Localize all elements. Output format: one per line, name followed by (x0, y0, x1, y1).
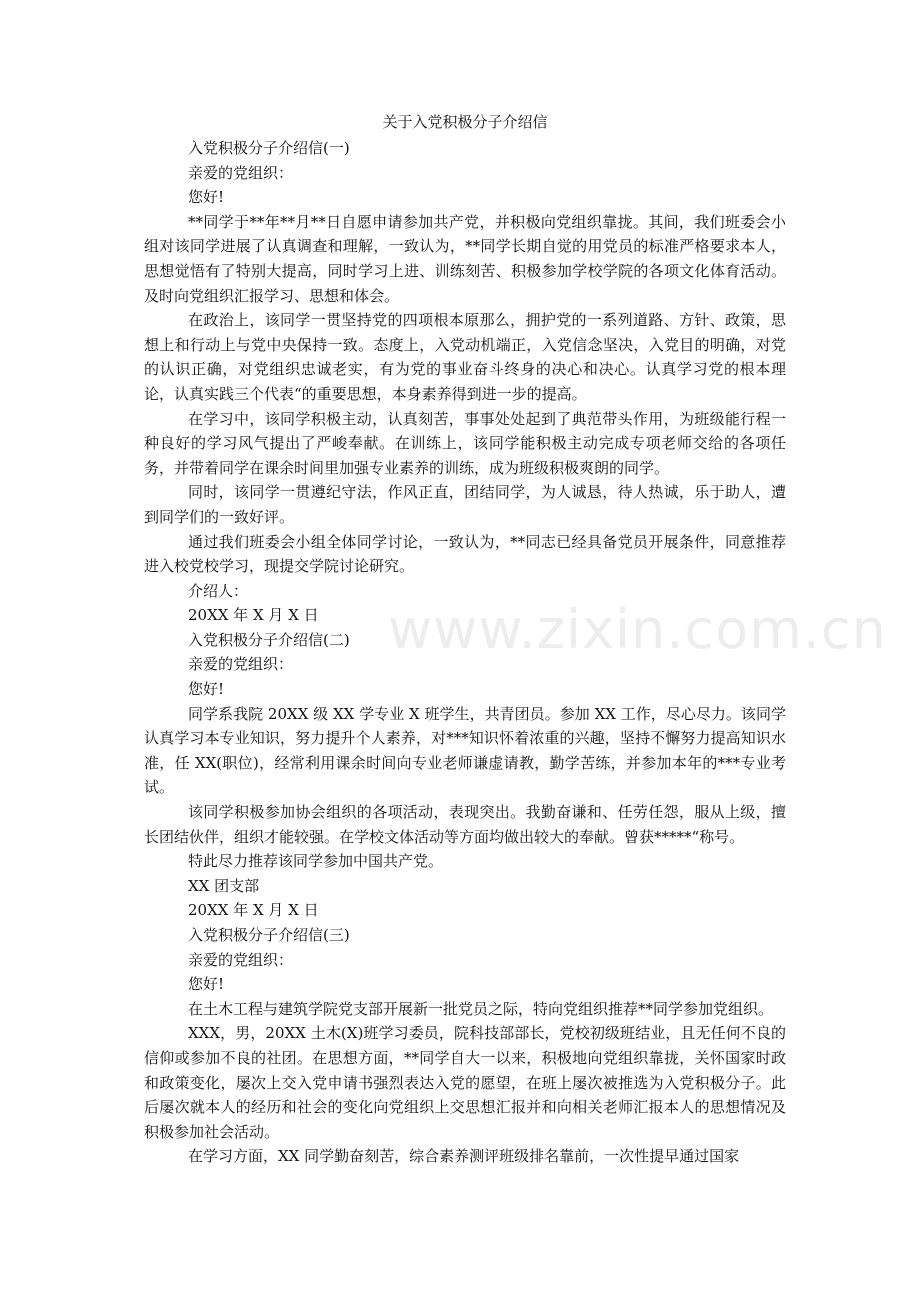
letter2-date: 20XX 年 X 月 X 日 (188, 901, 319, 920)
document-title: 关于入党积极分子介绍信 (382, 113, 548, 131)
letter2-salutation: 亲爱的党组织： (188, 655, 294, 674)
document-body (144, 110, 786, 1169)
letter3-paragraph: XXX，男，20XX 土木(X)班学习委员，院科技部部长，党校初级班结业，且无任何不良的信仰或参加不良的社团。在思想方面，**同学自大一以来，积极地向党组织靠拢，关怀国家时政和政策变化，屡次上交入党申请书强烈表达入党的愿望，在班上屡次被推选为入党积极分子。此后屡次就本人的经历和社会的变化向党组织上交思想汇报并和向相关老师汇报本人的思想情况及积极参加社会活动。 (144, 1024, 786, 1141)
watermark-text: www.zixin.com.cn (388, 598, 887, 661)
letter2-paragraph: 特此尽力推荐该同学参加中国共产党。 (188, 852, 444, 871)
letter1-paragraph: 通过我们班委会小组全体同学讨论，一致认为，**同志已经具备党员开展条件，同意推荐进入校党校学习，现提交学院讨论研究。 (144, 532, 786, 576)
letter1-paragraph: 同时，该同学一贯遵纪守法，作风正直，团结同学，为人诚恳，待人热诚，乐于助人，遭到同学们的一致好评。 (144, 483, 786, 526)
letter1-greeting: 您好! (188, 188, 225, 207)
letter2-paragraph: 同学系我院 20XX 级 XX 学专业 X 班学生，共青团员。参加 XX 工作，尽心尽力。该同学认真学习本专业知识，努力提升个人素养，对***知识怀着浓重的兴趣，坚持不懈努力提高知识水准，任 XX(职位)，经常利用课余时间向专业老师谦虚请教，勤学苦练，并参加本年的***专业考试。 (144, 704, 786, 797)
letter1-paragraph: 在政治上，该同学一贯坚持党的四项根本原那么，拥护党的一系列道路、方针、政策，思想上和行动上与党中央保持一致。态度上，入党动机端正，入党信念坚决，入党目的明确，对党的认识正确，对党组织忠诚老实，有为党的事业奋斗终身的决心和决心。认真学习党的根本理论，认真实践三个代表“的重要思想，本身素养得到进一步的提高。 (144, 311, 786, 403)
letter1-paragraph: 在学习中，该同学积极主动，认真刻苦，事事处处起到了典范带头作用，为班级能行程一种良好的学习风气提出了严峻奉献。在训练上，该同学能积极主动完成专项老师交给的各项任务，并带着同学在课余时间里加强专业素养的训练，成为班级积极爽朗的同学。 (144, 409, 786, 477)
letter3-paragraph: 在学习方面，XX 同学勤奋刻苦，综合素养测评班级排名靠前，一次性提早通过国家 (188, 1147, 740, 1166)
letter2-heading: 入党积极分子介绍信(二) (188, 630, 350, 649)
letter3-greeting: 您好! (188, 975, 225, 994)
letter1-heading: 入党积极分子介绍信(一) (188, 139, 350, 157)
letter2-signature: XX 团支部 (188, 876, 260, 895)
letter3-heading: 入党积极分子介绍信(三) (188, 926, 350, 944)
letter1-date: 20XX 年 X 月 X 日 (188, 606, 319, 625)
letter2-greeting: 您好! (188, 680, 225, 699)
letter1-introducer: 介绍人： (188, 581, 249, 600)
letter1-salutation: 亲爱的党组织： (188, 163, 294, 182)
letter3-salutation: 亲爱的党组织： (188, 950, 294, 969)
letter3-paragraph: 在土木工程与建筑学院党支部开展新一批党员之际，特向党组织推荐**同学参加党组织。 (188, 999, 774, 1018)
letter2-paragraph: 该同学积极参加协会组织的各项活动，表现突出。我勤奋谦和、任劳任怨，服从上级，擅长团结伙伴，组织才能较强。在学校文体活动等方面均做出较大的奉献。曾获*****“称号。 (144, 803, 786, 846)
letter1-paragraph: **同学于**年**月**日自愿申请参加共产党，并积极向党组织靠拢。其间，我们班委会小组对该同学进展了认真调查和理解，一致认为，**同学长期自觉的用党员的标准严格要求本人，思想觉悟有了特别大提高，同时学习上进、训练刻苦、积极参加学校学院的各项文化体育活动。及时向党组织汇报学习、思想和体会。 (144, 212, 786, 305)
